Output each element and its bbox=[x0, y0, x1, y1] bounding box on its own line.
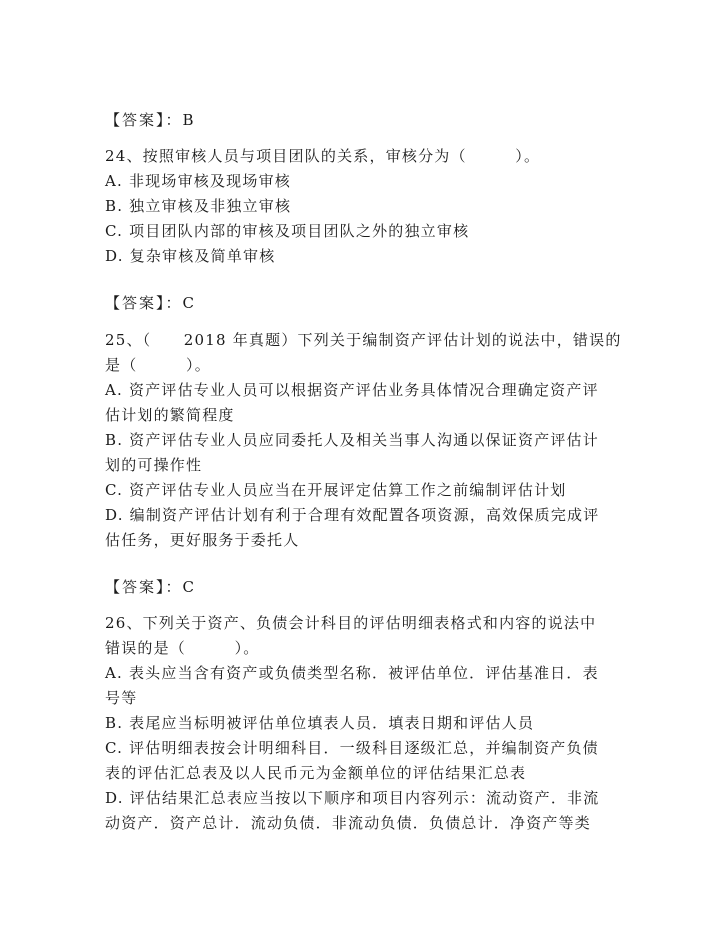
question-24-stem: 24、按照审核人员与项目团队的关系，审核分为（ ）。 bbox=[105, 147, 541, 165]
answer-25: 【答案】：C bbox=[105, 578, 196, 596]
option-24-b: B. 独立审核及非独立审核 bbox=[105, 197, 292, 215]
answer-b-first: 【答案】：B bbox=[105, 111, 196, 129]
option-24-d: D. 复杂审核及简单审核 bbox=[105, 247, 276, 265]
option-25-b-line2: 划的可操作性 bbox=[105, 456, 203, 474]
option-26-c-line2: 表的评估汇总表及以人民币元为金额单位的评估结果汇总表 bbox=[105, 764, 527, 782]
option-25-a-line1: A. 资产评估专业人员可以根据资产评估业务具体情况合理确定资产评 bbox=[105, 381, 599, 399]
option-24-c: C. 项目团队内部的审核及项目团队之外的独立审核 bbox=[105, 222, 470, 240]
option-25-b-line1: B. 资产评估专业人员应同委托人及相关当事人沟通以保证资产评估计 bbox=[105, 431, 599, 449]
question-26-stem-line1: 26、下列关于资产、负债会计科目的评估明细表格式和内容的说法中 bbox=[105, 614, 597, 632]
option-24-a: A. 非现场审核及现场审核 bbox=[105, 172, 291, 190]
question-26-stem-line2: 错误的是（ ）。 bbox=[105, 639, 260, 657]
option-25-c: C. 资产评估专业人员应当在开展评定估算工作之前编制评估计划 bbox=[105, 481, 567, 499]
option-26-c-line1: C. 评估明细表按会计明细科目．一级科目逐级汇总，并编制资产负债 bbox=[105, 739, 599, 757]
option-25-d-line1: D. 编制资产评估计划有利于合理有效配置各项资源，高效保质完成评 bbox=[105, 506, 600, 524]
answer-24: 【答案】：C bbox=[105, 294, 196, 312]
option-26-a-line2: 号等 bbox=[105, 689, 138, 707]
option-25-d-line2: 估任务，更好服务于委托人 bbox=[105, 531, 300, 549]
option-26-a-line1: A. 表头应当含有资产或负债类型名称．被评估单位．评估基准日．表 bbox=[105, 664, 599, 682]
option-26-d-line2: 动资产．资产总计．流动负债．非流动负债．负债总计．净资产等类 bbox=[105, 814, 592, 832]
option-26-b: B. 表尾应当标明被评估单位填表人员．填表日期和评估人员 bbox=[105, 714, 535, 732]
question-25-stem-line1: 25、（ 2018 年真题）下列关于编制资产评估计划的说法中，错误的 bbox=[105, 331, 622, 349]
question-25-stem-line2: 是（ ）。 bbox=[105, 356, 211, 374]
option-26-d-line1: D. 评估结果汇总表应当按以下顺序和项目内容列示：流动资产．非流 bbox=[105, 789, 600, 807]
option-25-a-line2: 估计划的繁简程度 bbox=[105, 406, 235, 424]
